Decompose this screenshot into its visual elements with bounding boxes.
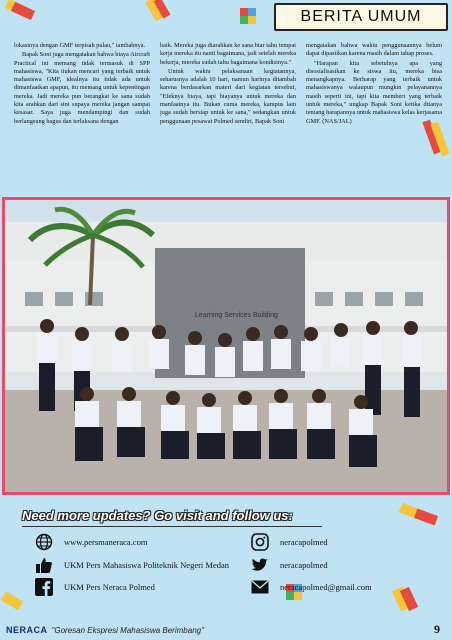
- facebook-page-text: UKM Pers Mahasiswa Politeknik Negeri Medan: [64, 560, 230, 570]
- paragraph: mengatakan bahwa waktu penggunaannya belum dapat dipastikan karena masih dalam tahap proses.: [306, 42, 442, 58]
- facebook-page-link[interactable]: [34, 555, 229, 575]
- twitter-text: neracapolmed: [280, 560, 328, 570]
- thumbs-up-icon: [34, 555, 54, 575]
- paragraph: Untuk waktu pelaksanaan kegiatannya, seharusnya adalah 10 hari, namun harinya ditambah karena berdasarkan materi dari kegiatan tersebut, "Efeknya biaya, tapi biayanya untuk mereka dan manfaatnya itu. Bukan cuma mereka, kampus lain juga sudah bersiap untuk ke sana," sedangkan untuk penggunaan pesawat Polmed sendiri, Bapak Soni: [160, 67, 296, 125]
- email-link[interactable]: [250, 577, 372, 597]
- section-title: BERITA UMUM: [300, 8, 422, 25]
- article-column-1: [14, 42, 150, 192]
- article-column-2: [160, 42, 296, 192]
- globe-icon: [34, 532, 54, 552]
- page-footer: [0, 620, 452, 640]
- paragraph: "Harapan kita sebetulnya apa yang disosialisasikan ke siswa itu, mereka bisa menangkapnya. Berharap yang terbaik untuk mahasiswanya walaupun mungkin pelayanannya masih seperti ini, tapi kita memberi yang terbaik untuk mereka," ungkap Bapak Soni ketika ditanya tentang harapannya untuk mahasiswa kelas kerjasama GMF. (NAS/JAL): [306, 59, 442, 125]
- page-number: 9: [434, 622, 440, 636]
- website-text: www.persmaneraca.com: [64, 537, 148, 547]
- paragraph: lokasinya dengan GMF terpisah pulau," tambahnya.: [14, 42, 146, 49]
- group-photo: [2, 197, 450, 495]
- tagline: "Goresan Ekspresi Mahasiswa Berimbang": [51, 625, 204, 635]
- facebook-text: UKM Pers Neraca Polmed: [64, 582, 155, 592]
- instagram-link[interactable]: [250, 532, 328, 552]
- envelope-icon: [250, 577, 270, 597]
- email-text: neracapolmed@gmail.com: [280, 582, 372, 592]
- section-banner: [274, 3, 448, 31]
- paragraph: baik. Mereka juga diarahkan ke sana biar tahu tempat kerja mereka itu nanti bagaimana, jadi setelah mereka bekerja, mereka sudah tahu bagaimana kondisinya.": [160, 42, 296, 66]
- divider: [22, 526, 322, 527]
- instagram-icon: [250, 532, 270, 552]
- article-columns: [14, 42, 442, 192]
- facebook-icon: [34, 577, 54, 597]
- twitter-bird-icon: [250, 555, 270, 575]
- students-group: [5, 200, 450, 495]
- follow-heading: Need more updates? Go visit and follow us:: [22, 508, 293, 523]
- brand-logo: NERACA: [6, 625, 48, 635]
- facebook-link[interactable]: [34, 577, 155, 597]
- building-sign: Learning Services Building: [195, 312, 278, 319]
- instagram-text: neracapolmed: [280, 537, 328, 547]
- twitter-link[interactable]: [250, 555, 328, 575]
- article-column-3: [306, 42, 442, 192]
- website-link[interactable]: [34, 532, 147, 552]
- paragraph: Bapak Soni juga mengatakan bahwa biaya Aircraft Practical ini memang tidak termasuk di SPP mahasiswa, "Kita itukan mencari yang terbaik untuk mahasiswa GMF, idealnya itu tidak ada untuk dimanfaatkan apapun, itu memang untuk kepentingan mereka. Jadi mereka pun berangkat ke sana sudah kita arahkan dari sini supaya mereka jangan sampai kesasar. Saya juga mendampingi dan sudah berlangsung bagus dan terlaksana dengan: [14, 51, 150, 125]
